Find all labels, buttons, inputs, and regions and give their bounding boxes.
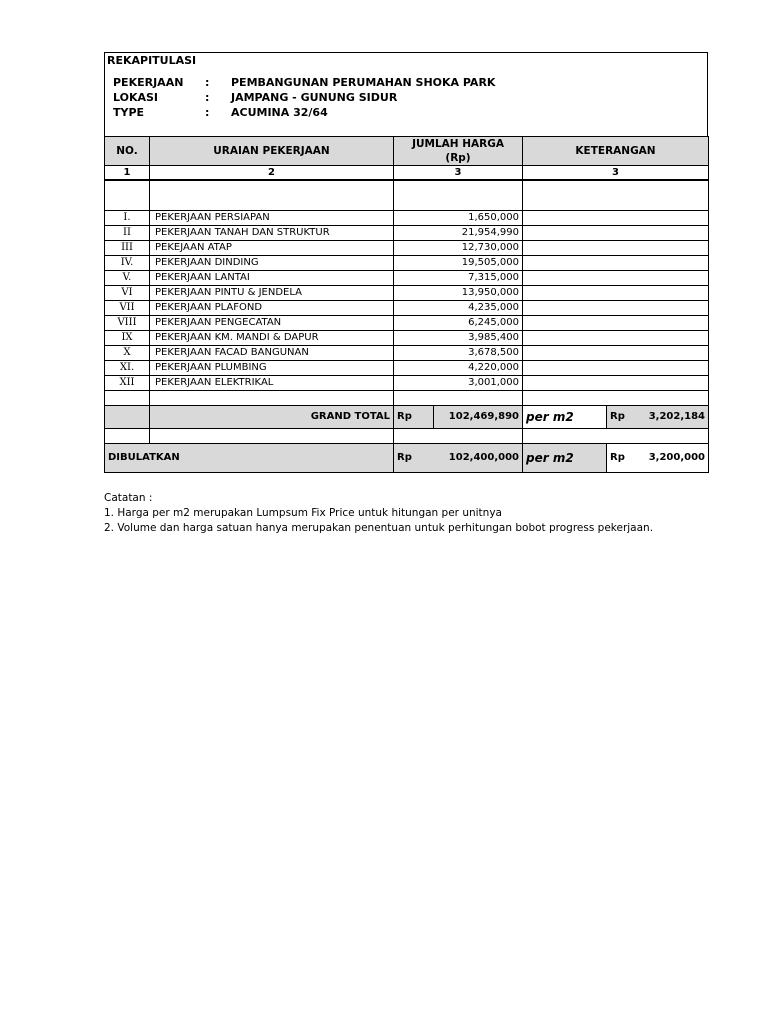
item-name: PEKERJAAN FACAD BANGUNAN: [150, 346, 394, 361]
item-no: IX: [105, 331, 150, 346]
note-item: 1. Harga per m2 merupakan Lumpsum Fix Price untuk hitungan per unitnya: [104, 507, 502, 519]
item-note: [523, 256, 709, 271]
item-note: [523, 211, 709, 226]
item-name: PEKERJAAN PINTU & JENDELA: [150, 286, 394, 301]
item-no: VII: [105, 301, 150, 316]
item-no: V.: [105, 271, 150, 286]
item-no: I.: [105, 211, 150, 226]
field-type: [113, 106, 328, 119]
item-note: [523, 376, 709, 391]
item-no: II: [105, 226, 150, 241]
item-name: PEKERJAAN ELEKTRIKAL: [150, 376, 394, 391]
field-sep: :: [205, 76, 210, 89]
item-name: PEKERJAAN PLAFOND: [150, 301, 394, 316]
table-row: [105, 316, 709, 331]
item-name: PEKERJAAN TANAH DAN STRUKTUR: [150, 226, 394, 241]
item-amount: 4,235,000: [394, 301, 523, 316]
rounded-per-currency: Rp: [607, 444, 635, 473]
item-note: [523, 241, 709, 256]
item-name: PEKEJAAN ATAP: [150, 241, 394, 256]
field-label: LOKASI: [113, 91, 159, 104]
field-label: PEKERJAAN: [113, 76, 184, 89]
blank-row: [105, 180, 709, 211]
col-keterangan: KETERANGAN: [523, 137, 709, 166]
col-jumlah: [394, 137, 523, 166]
sheet-title: REKAPITULASI: [107, 54, 197, 67]
item-amount: 3,678,500: [394, 346, 523, 361]
table-row: [105, 211, 709, 226]
table-row: [105, 286, 709, 301]
item-amount: 13,950,000: [394, 286, 523, 301]
item-no: VIII: [105, 316, 150, 331]
col-jumlah-line1: JUMLAH HARGA: [412, 138, 504, 150]
num-2: 2: [150, 166, 394, 181]
grand-total-currency: Rp: [394, 406, 434, 429]
grand-total-row: [105, 406, 709, 429]
item-note: [523, 301, 709, 316]
field-lokasi: [113, 91, 397, 104]
item-amount: 7,315,000: [394, 271, 523, 286]
field-pekerjaan: [113, 76, 495, 89]
item-note: [523, 346, 709, 361]
item-no: III: [105, 241, 150, 256]
table-row: [105, 256, 709, 271]
rounded-per-value: 3,200,000: [635, 444, 709, 473]
item-amount: 3,985,400: [394, 331, 523, 346]
item-note: [523, 271, 709, 286]
rounded-per-label: per m2: [523, 444, 607, 473]
item-note: [523, 331, 709, 346]
col-uraian: URAIAN PEKERJAAN: [150, 137, 394, 166]
field-value: JAMPANG - GUNUNG SIDUR: [231, 91, 398, 104]
grand-total-per-currency: Rp: [607, 406, 635, 429]
rounded-currency: Rp: [394, 444, 434, 473]
item-no: X: [105, 346, 150, 361]
item-amount: 6,245,000: [394, 316, 523, 331]
table-row: [105, 376, 709, 391]
field-sep: :: [205, 106, 210, 119]
grand-total-per-value: 3,202,184: [635, 406, 709, 429]
item-name: PEKERJAAN LANTAI: [150, 271, 394, 286]
spacer-row: [105, 391, 709, 406]
rounded-label: DIBULATKAN: [105, 444, 394, 473]
spacer-row: [105, 429, 709, 444]
table-row: [105, 331, 709, 346]
item-rows: [105, 211, 709, 391]
rounded-value: 102,400,000: [434, 444, 523, 473]
num-4: 3: [523, 166, 709, 181]
table-row: [105, 226, 709, 241]
rounded-row: [105, 444, 709, 473]
item-note: [523, 316, 709, 331]
col-no: NO.: [105, 137, 150, 166]
col-jumlah-line2: (Rp): [445, 152, 471, 164]
recap-sheet: [104, 52, 708, 473]
header-box: [104, 52, 708, 136]
notes-title: Catatan :: [104, 492, 153, 504]
note-item: 2. Volume dan harga satuan hanya merupakan penentuan untuk perhitungan bobot progress pekerjaan.: [104, 522, 654, 534]
grand-total-value: 102,469,890: [434, 406, 523, 429]
numbering-row: [105, 166, 709, 181]
item-amount: 3,001,000: [394, 376, 523, 391]
item-no: VI: [105, 286, 150, 301]
field-value: PEMBANGUNAN PERUMAHAN SHOKA PARK: [231, 76, 496, 89]
field-value: ACUMINA 32/64: [231, 106, 328, 119]
item-amount: 12,730,000: [394, 241, 523, 256]
item-note: [523, 226, 709, 241]
table-row: [105, 271, 709, 286]
grand-total-label: GRAND TOTAL: [150, 406, 394, 429]
table-header-row: [105, 137, 709, 166]
num-3: 3: [394, 166, 523, 181]
item-amount: 19,505,000: [394, 256, 523, 271]
table-row: [105, 361, 709, 376]
item-name: PEKERJAAN PENGECATAN: [150, 316, 394, 331]
item-name: PEKERJAAN KM. MANDI & DAPUR: [150, 331, 394, 346]
item-amount: 1,650,000: [394, 211, 523, 226]
item-amount: 21,954,990: [394, 226, 523, 241]
table-row: [105, 241, 709, 256]
item-no: IV.: [105, 256, 150, 271]
item-note: [523, 286, 709, 301]
table-row: [105, 346, 709, 361]
num-1: 1: [105, 166, 150, 181]
item-amount: 4,220,000: [394, 361, 523, 376]
recap-table: [104, 136, 709, 473]
grand-total-per-label: per m2: [523, 406, 607, 429]
item-name: PEKERJAAN PERSIAPAN: [150, 211, 394, 226]
item-name: PEKERJAAN PLUMBING: [150, 361, 394, 376]
table-row: [105, 301, 709, 316]
item-no: XII: [105, 376, 150, 391]
item-note: [523, 361, 709, 376]
field-label: TYPE: [113, 106, 145, 119]
item-no: XI.: [105, 361, 150, 376]
notes: [104, 491, 653, 536]
field-sep: :: [205, 91, 210, 104]
item-name: PEKERJAAN DINDING: [150, 256, 394, 271]
